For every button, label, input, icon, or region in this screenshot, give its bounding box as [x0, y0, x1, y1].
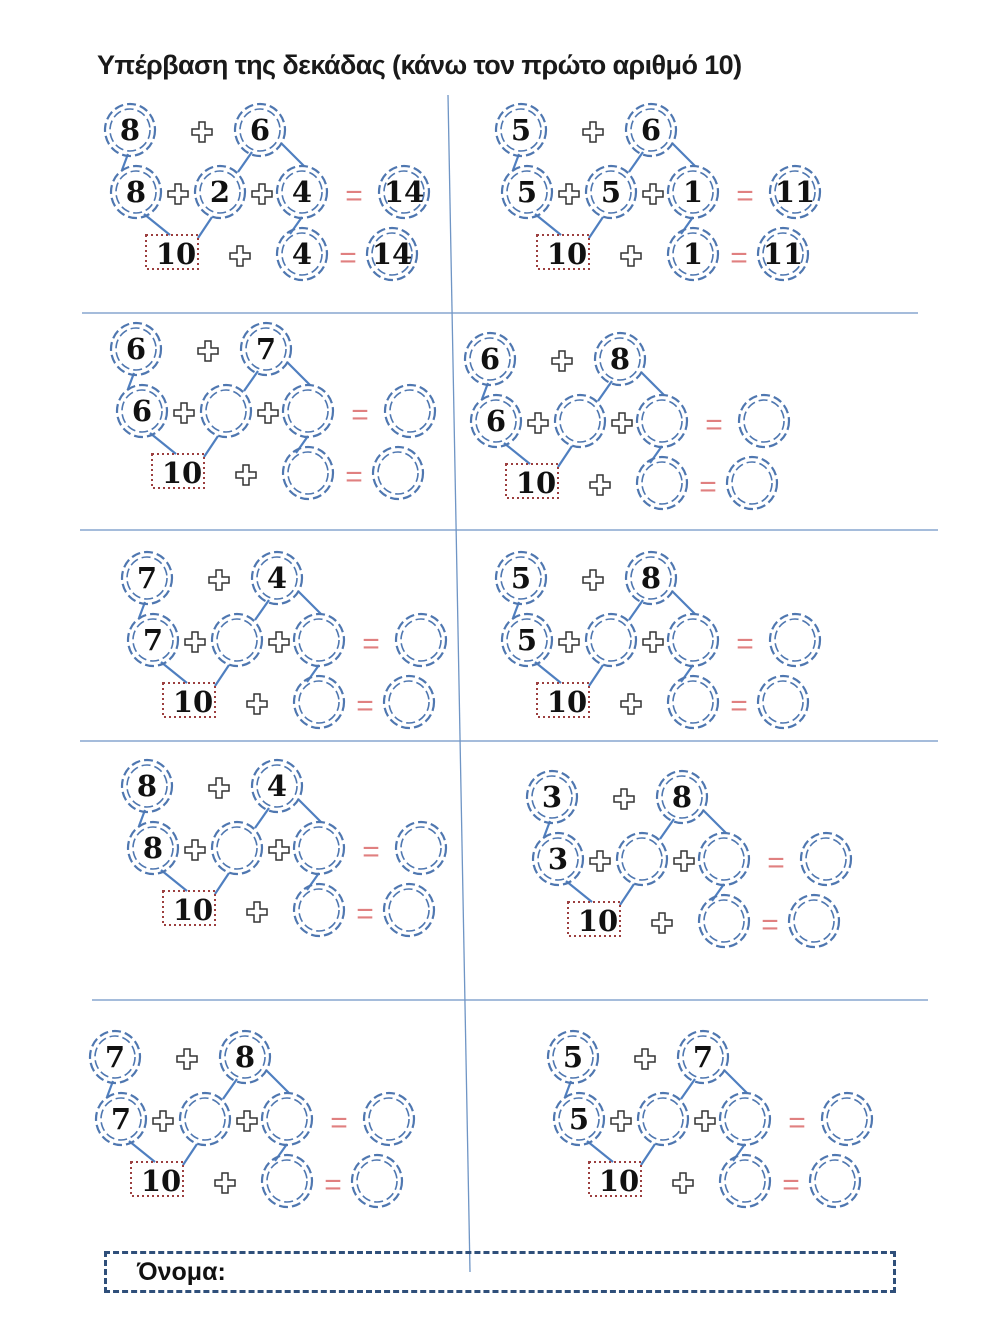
name-field[interactable] [104, 1251, 896, 1293]
equals-sign: = [788, 1106, 806, 1140]
addend-a: 5 [510, 561, 532, 595]
addend-b: 6 [249, 113, 271, 147]
final-result-circle-outer [789, 895, 839, 947]
exercise-9 [90, 1031, 414, 1207]
ten-value: 10 [598, 1164, 640, 1198]
plus-sign [209, 570, 229, 590]
split-remainder-circle-outer [699, 833, 749, 885]
split-complement-circle [201, 385, 251, 437]
split-remainder-circle-inner [299, 827, 339, 869]
plus-sign [269, 632, 289, 652]
final-remainder-circle-outer [637, 457, 687, 509]
split-remainder-circle [637, 395, 687, 447]
final-remainder-circle-inner [267, 1160, 307, 1202]
split-complement-circle [555, 395, 605, 447]
connector-line-5 [282, 144, 304, 166]
final-result-circle-inner [763, 681, 803, 723]
equals-sign: = [736, 179, 754, 213]
equals-sign: = [699, 470, 717, 504]
equals-sign: = [782, 1168, 800, 1202]
split-first-value: 5 [568, 1102, 590, 1136]
final-result-circle-outer [758, 676, 808, 728]
addend-b: 6 [640, 113, 662, 147]
equals-sign: = [330, 1106, 348, 1140]
connector-line-3 [215, 873, 229, 894]
connector-line-5 [725, 1071, 747, 1093]
equals-sign: = [345, 460, 363, 494]
split-result-circle-inner [390, 390, 430, 432]
ten-value: 10 [172, 685, 214, 719]
addend-b: 7 [255, 332, 277, 366]
split-complement-value: 5 [600, 175, 622, 209]
exercise-6 [496, 552, 820, 728]
final-remainder-value: 1 [682, 237, 704, 271]
split-result-circle-inner [806, 838, 846, 880]
split-complement-circle-inner [591, 619, 631, 661]
plus-sign [252, 184, 272, 204]
final-remainder-circle-inner [288, 452, 328, 494]
split-complement-circle [617, 833, 667, 885]
plus-sign [559, 184, 579, 204]
final-result-circle-inner [389, 889, 429, 931]
exercise-3 [111, 323, 435, 499]
plus-sign [192, 122, 212, 142]
final-remainder-circle [294, 884, 344, 936]
split-complement-circle [180, 1093, 230, 1145]
split-first-value: 7 [142, 623, 164, 657]
equals-sign: = [356, 897, 374, 931]
addend-a: 7 [104, 1040, 126, 1074]
connector-line-2 [566, 881, 592, 902]
addend-b: 8 [234, 1040, 256, 1074]
equals-sign: = [356, 689, 374, 723]
addend-a: 7 [136, 561, 158, 595]
connector-line-3 [198, 217, 212, 238]
split-result-circle-outer [364, 1093, 414, 1145]
equals-sign: = [351, 398, 369, 432]
connector-line-4 [598, 381, 612, 401]
plus-sign [612, 413, 632, 433]
addend-b: 4 [266, 769, 288, 803]
equals-sign: = [362, 627, 380, 661]
connector-line-2 [587, 1141, 613, 1162]
equals-sign: = [362, 835, 380, 869]
plus-sign [215, 1173, 235, 1193]
plus-sign [674, 851, 694, 871]
connector-line-4 [223, 1079, 237, 1099]
split-first-value: 8 [142, 831, 164, 865]
split-complement-circle-inner [206, 390, 246, 432]
exercise-list [90, 104, 872, 1207]
final-remainder-circle-outer [283, 447, 333, 499]
plus-sign [652, 913, 672, 933]
connector-line-4 [255, 808, 269, 828]
final-remainder-circle [699, 895, 749, 947]
split-remainder-circle-inner [267, 1098, 307, 1140]
addend-a: 5 [510, 113, 532, 147]
split-complement-circle-inner [622, 838, 662, 880]
connector-line-3 [183, 1144, 197, 1165]
split-complement-circle-outer [638, 1093, 688, 1145]
plus-sign [621, 694, 641, 714]
equals-sign: = [324, 1168, 342, 1202]
split-remainder-circle-inner [299, 619, 339, 661]
addend-b: 8 [609, 342, 631, 376]
split-complement-value: 2 [209, 175, 231, 209]
split-result-circle-outer [396, 614, 446, 666]
connector-line-3 [589, 665, 603, 686]
plus-sign [247, 694, 267, 714]
connector-line-2 [535, 662, 561, 683]
plus-sign [590, 851, 610, 871]
split-complement-circle-outer [617, 833, 667, 885]
split-result-circle [396, 822, 446, 874]
final-result-value: 14 [371, 237, 413, 271]
final-remainder-circle [262, 1155, 312, 1207]
split-complement-circle-outer [212, 822, 262, 874]
connector-line-2 [504, 443, 530, 464]
split-remainder-circle-inner [673, 619, 713, 661]
final-remainder-circle-outer [294, 884, 344, 936]
addend-a: 3 [541, 780, 563, 814]
final-result-circle-outer [810, 1155, 860, 1207]
plus-sign [643, 632, 663, 652]
final-result-circle-outer [384, 676, 434, 728]
split-complement-circle-outer [586, 614, 636, 666]
split-remainder-value: 4 [291, 175, 313, 209]
connector-line-5 [642, 373, 664, 395]
final-remainder-circle-inner [673, 681, 713, 723]
final-result-circle [352, 1155, 402, 1207]
addend-a: 5 [562, 1040, 584, 1074]
connector-line-4 [244, 371, 258, 391]
addend-b: 8 [640, 561, 662, 595]
split-result-circle-outer [822, 1093, 872, 1145]
connector-line-5 [673, 592, 695, 614]
exercise-7 [122, 760, 446, 936]
split-result-circle [396, 614, 446, 666]
final-remainder-circle-outer [294, 676, 344, 728]
split-complement-circle-inner [217, 619, 257, 661]
final-result-circle-outer [352, 1155, 402, 1207]
split-remainder-circle [294, 614, 344, 666]
plus-sign [230, 246, 250, 266]
final-remainder-circle-outer [699, 895, 749, 947]
plus-sign [621, 246, 641, 266]
final-remainder-circle-outer [262, 1155, 312, 1207]
plus-sign [590, 475, 610, 495]
exercise-1 [105, 104, 429, 280]
final-result-value: 11 [762, 237, 804, 271]
split-result-circle-inner [401, 827, 441, 869]
plus-sign [559, 632, 579, 652]
final-remainder-value: 4 [291, 237, 313, 271]
plus-sign [236, 465, 256, 485]
split-remainder-circle-inner [704, 838, 744, 880]
split-remainder-circle-outer [637, 395, 687, 447]
connector-line-5 [299, 592, 321, 614]
split-remainder-circle-outer [283, 385, 333, 437]
split-result-circle-outer [739, 395, 789, 447]
final-result-circle [758, 676, 808, 728]
split-complement-circle-inner [643, 1098, 683, 1140]
split-first-value: 5 [516, 623, 538, 657]
name-label: Όνομα: [137, 1258, 226, 1286]
split-complement-circle-inner [185, 1098, 225, 1140]
ten-value: 10 [161, 456, 203, 490]
addend-a: 6 [125, 332, 147, 366]
equals-sign: = [736, 627, 754, 661]
ten-value: 10 [546, 237, 588, 271]
split-remainder-circle-outer [262, 1093, 312, 1145]
plus-sign [528, 413, 548, 433]
split-complement-circle-outer [180, 1093, 230, 1145]
split-remainder-circle-inner [725, 1098, 765, 1140]
plus-sign [198, 341, 218, 361]
connector-line-5 [299, 800, 321, 822]
plus-sign [237, 1111, 257, 1131]
plus-sign [185, 840, 205, 860]
final-result-circle-inner [357, 1160, 397, 1202]
vertical-divider [448, 95, 470, 1272]
split-result-circle [801, 833, 851, 885]
plus-sign [174, 403, 194, 423]
final-remainder-circle-inner [299, 889, 339, 931]
exercise-8 [527, 771, 851, 947]
connector-line-2 [161, 870, 187, 891]
split-remainder-value: 1 [682, 175, 704, 209]
final-remainder-circle [294, 676, 344, 728]
final-result-circle-outer [373, 447, 423, 499]
ten-value: 10 [546, 685, 588, 719]
split-result-circle [770, 614, 820, 666]
split-remainder-circle-inner [288, 390, 328, 432]
split-result-circle [385, 385, 435, 437]
split-remainder-circle [668, 614, 718, 666]
connector-line-3 [215, 665, 229, 686]
split-remainder-circle-outer [294, 614, 344, 666]
plus-sign [695, 1111, 715, 1131]
plus-sign [583, 122, 603, 142]
connector-line-5 [704, 811, 726, 833]
equals-sign: = [761, 908, 779, 942]
final-result-circle [727, 457, 777, 509]
plus-sign [269, 840, 289, 860]
connector-line-2 [150, 433, 176, 454]
connector-line-2 [129, 1141, 155, 1162]
final-result-circle-outer [384, 884, 434, 936]
equals-sign: = [345, 179, 363, 213]
split-complement-circle [212, 614, 262, 666]
connector-line-2 [161, 662, 187, 683]
final-result-circle-outer [727, 457, 777, 509]
split-remainder-circle-outer [720, 1093, 770, 1145]
split-first-value: 8 [125, 175, 147, 209]
connector-line-5 [267, 1071, 289, 1093]
addend-a: 8 [119, 113, 141, 147]
split-result-circle-outer [396, 822, 446, 874]
split-first-value: 5 [516, 175, 538, 209]
split-result-circle-outer [385, 385, 435, 437]
exercise-4 [465, 333, 789, 509]
connector-line-2 [535, 214, 561, 235]
plus-sign [583, 570, 603, 590]
split-first-value: 6 [131, 394, 153, 428]
split-result-circle-inner [775, 619, 815, 661]
split-complement-circle [586, 614, 636, 666]
plus-sign [552, 351, 572, 371]
plus-sign [247, 902, 267, 922]
plus-sign [643, 184, 663, 204]
final-remainder-circle-outer [720, 1155, 770, 1207]
connector-line-2 [144, 214, 170, 235]
final-remainder-circle [720, 1155, 770, 1207]
final-remainder-circle-inner [725, 1160, 765, 1202]
final-remainder-circle-outer [668, 676, 718, 728]
final-remainder-circle-inner [704, 900, 744, 942]
connector-line-3 [204, 436, 218, 457]
ten-value: 10 [577, 904, 619, 938]
split-result-circle-inner [369, 1098, 409, 1140]
exercise-10 [548, 1031, 872, 1207]
split-complement-circle-inner [560, 400, 600, 442]
addend-a: 8 [136, 769, 158, 803]
split-result-circle-outer [801, 833, 851, 885]
connector-line-3 [558, 446, 572, 467]
final-remainder-circle [668, 676, 718, 728]
final-remainder-circle [283, 447, 333, 499]
split-remainder-circle-outer [668, 614, 718, 666]
final-result-circle [789, 895, 839, 947]
plus-sign [635, 1049, 655, 1069]
split-result-value: 14 [383, 175, 425, 209]
final-remainder-circle-inner [299, 681, 339, 723]
final-result-circle-inner [389, 681, 429, 723]
split-remainder-circle-outer [294, 822, 344, 874]
connector-line-3 [620, 884, 634, 905]
split-result-circle [364, 1093, 414, 1145]
final-result-circle [384, 676, 434, 728]
equals-sign: = [730, 689, 748, 723]
final-result-circle-inner [732, 462, 772, 504]
connector-line-3 [641, 1144, 655, 1165]
addend-a: 6 [479, 342, 501, 376]
split-first-value: 6 [485, 404, 507, 438]
split-first-value: 3 [547, 842, 569, 876]
final-result-circle [384, 884, 434, 936]
final-result-circle [810, 1155, 860, 1207]
ten-value: 10 [515, 466, 557, 500]
equals-sign: = [767, 846, 785, 880]
split-remainder-circle [294, 822, 344, 874]
final-result-circle-inner [794, 900, 834, 942]
exercise-2 [496, 104, 820, 280]
equals-sign: = [339, 241, 357, 275]
plus-sign [168, 184, 188, 204]
equals-sign: = [730, 241, 748, 275]
split-first-value: 7 [110, 1102, 132, 1136]
connector-line-4 [238, 152, 252, 172]
split-complement-circle-outer [555, 395, 605, 447]
split-remainder-circle [699, 833, 749, 885]
final-result-circle [373, 447, 423, 499]
addend-b: 4 [266, 561, 288, 595]
split-complement-circle-outer [201, 385, 251, 437]
ten-value: 10 [172, 893, 214, 927]
final-remainder-circle-inner [642, 462, 682, 504]
addend-b: 7 [692, 1040, 714, 1074]
connector-line-4 [681, 1079, 695, 1099]
connector-line-4 [255, 600, 269, 620]
connector-line-4 [629, 152, 643, 172]
addend-b: 8 [671, 780, 693, 814]
plus-sign [258, 403, 278, 423]
split-remainder-circle [262, 1093, 312, 1145]
split-result-circle [822, 1093, 872, 1145]
connector-line-4 [660, 819, 674, 839]
connector-line-4 [629, 600, 643, 620]
split-remainder-circle-inner [642, 400, 682, 442]
split-complement-circle [212, 822, 262, 874]
split-complement-circle-inner [217, 827, 257, 869]
split-remainder-circle [720, 1093, 770, 1145]
split-result-value: 11 [774, 175, 816, 209]
split-result-circle [739, 395, 789, 447]
split-result-circle-outer [770, 614, 820, 666]
plus-sign [611, 1111, 631, 1131]
split-result-circle-inner [401, 619, 441, 661]
plus-sign [209, 778, 229, 798]
connector-line-5 [288, 363, 310, 385]
final-remainder-circle [637, 457, 687, 509]
connector-line-3 [589, 217, 603, 238]
equals-sign: = [705, 408, 723, 442]
plus-sign [153, 1111, 173, 1131]
ten-value: 10 [155, 237, 197, 271]
final-result-circle-inner [378, 452, 418, 494]
worksheet-title: Υπέρβαση της δεκάδας (κάνω τον πρώτο αριθμό 10) [97, 50, 742, 80]
split-complement-circle-outer [212, 614, 262, 666]
plus-sign [614, 789, 634, 809]
plus-sign [185, 632, 205, 652]
plus-sign [177, 1049, 197, 1069]
split-remainder-circle [283, 385, 333, 437]
ten-value: 10 [140, 1164, 182, 1198]
split-complement-circle [638, 1093, 688, 1145]
split-result-circle-inner [827, 1098, 867, 1140]
split-result-circle-inner [744, 400, 784, 442]
plus-sign [673, 1173, 693, 1193]
connector-line-5 [673, 144, 695, 166]
exercise-5 [122, 552, 446, 728]
final-result-circle-inner [815, 1160, 855, 1202]
